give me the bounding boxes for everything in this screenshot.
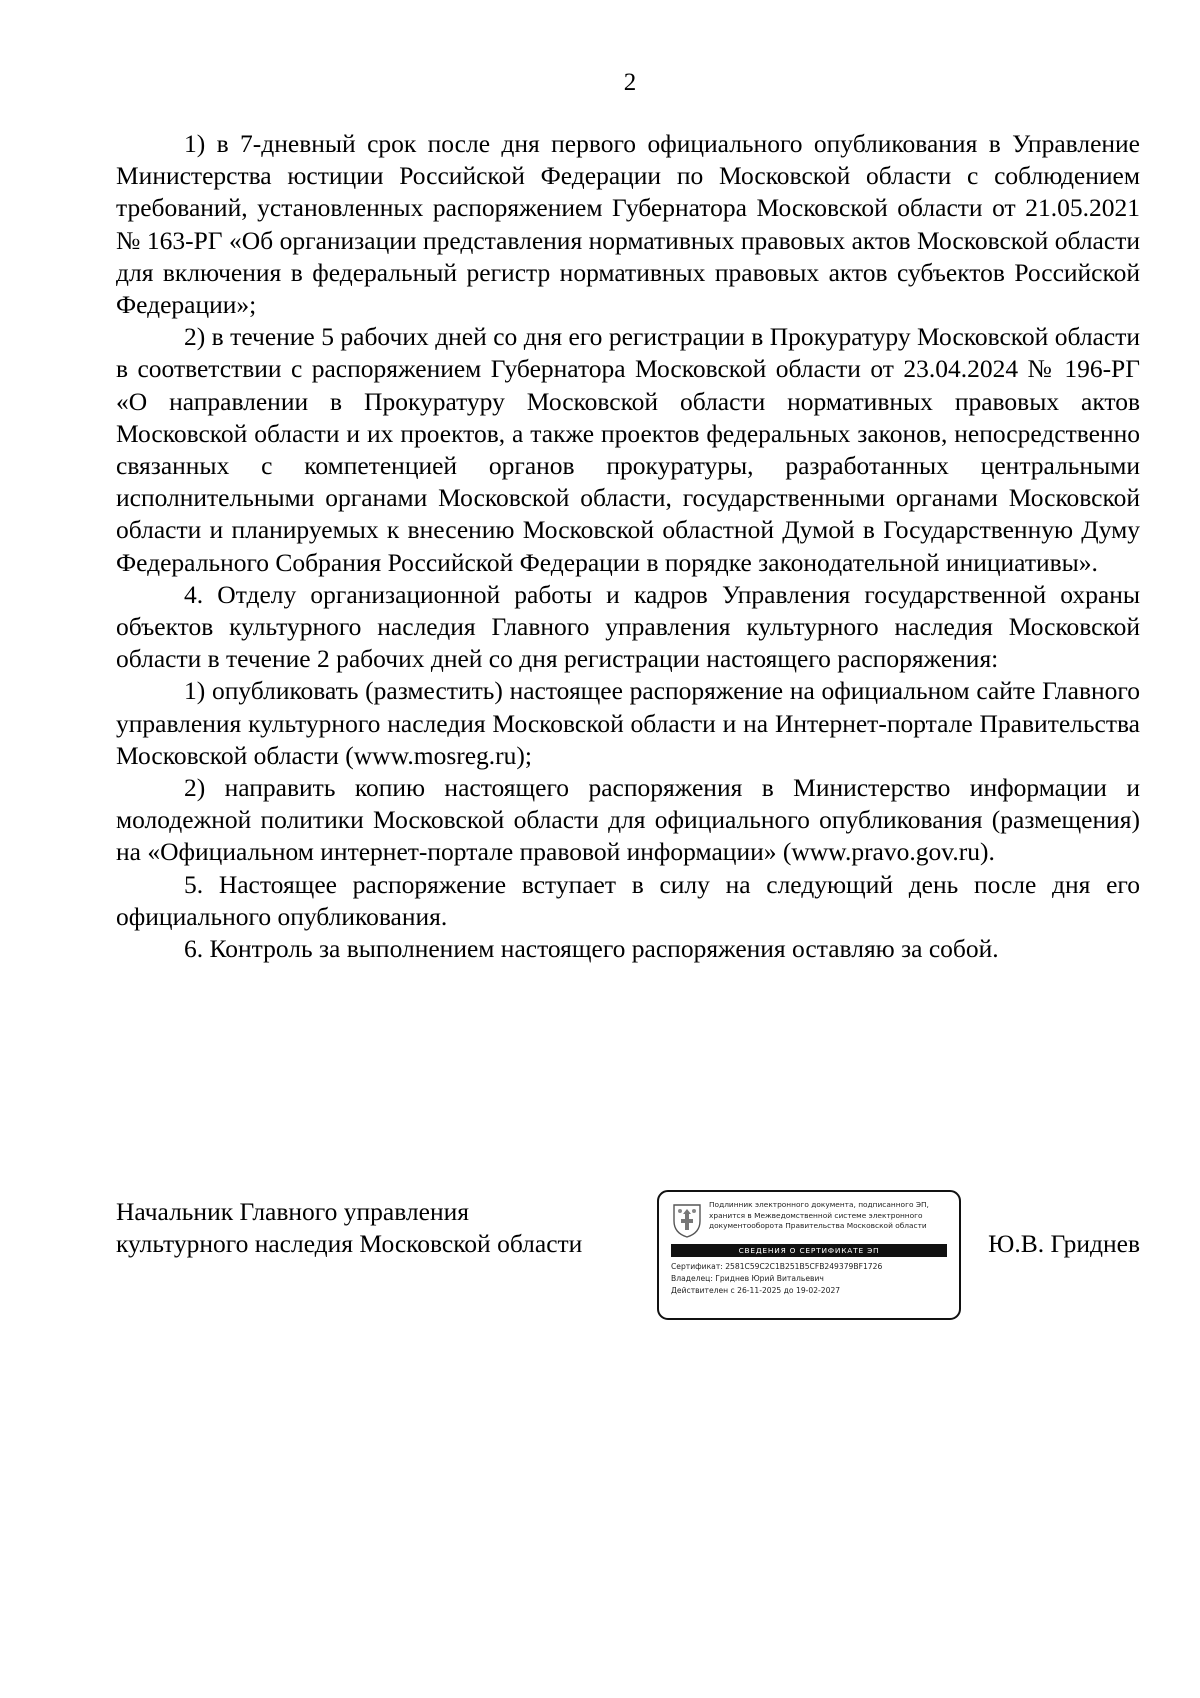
paragraph-item-1-registration-ministry-justice: 1) в 7-дневный срок после дня первого официального опубликования в Управление Министерства юстиции Российской Федерации по Московской области с соблюдением требований, установленных распоряжением Губернатора Московской области от 21.05.2021 № 163-РГ «Об организации представления нормативных правовых актов Московской области для включения в федеральный регистр нормативных правовых актов субъектов Российской Федерации»; <box>116 129 1140 320</box>
paragraph-4-1-publish-on-site: 1) опубликовать (разместить) настоящее распоряжение на официальном сайте Главного управления культурного наследия Московской области и на Интернет-портале Правительства Московской области (www.mosreg.ru); <box>116 676 1140 770</box>
stamp-owner: Владелец: Гриднев Юрий Витальевич <box>671 1274 824 1283</box>
coat-of-arms-icon <box>671 1201 703 1239</box>
signatory-title <box>116 1196 582 1260</box>
paragraph-4-2-send-copy: 2) направить копию настоящего распоряжения в Министерство информации и молодежной политики Московской области для официального опубликования (размещения) на «Официальном интернет-портале правовой информации» (www.pravo.gov.ru). <box>116 773 1140 867</box>
signatory-title-line1: Начальник Главного управления <box>116 1197 469 1226</box>
electronic-signature-stamp <box>657 1190 961 1320</box>
signature-block <box>116 1190 1140 1350</box>
stamp-notice-line1: Подлинник электронного документа, подписанного ЭП, <box>709 1200 929 1209</box>
stamp-validity: Действителен с 26-11-2025 до 19-02-2027 <box>671 1286 841 1295</box>
stamp-header: СВЕДЕНИЯ О СЕРТИФИКАТЕ ЭП <box>671 1244 947 1257</box>
signatory-name: Ю.В. Гриднев <box>988 1229 1140 1258</box>
paragraph-5-entry-into-force: 5. Настоящее распоряжение вступает в силу на следующий день после дня его официального опубликования. <box>116 869 1140 931</box>
paragraph-4-publication-department: 4. Отделу организационной работы и кадров Управления государственной охраны объектов культурного наследия Главного управления культурного наследия Московской области в течение 2 рабочих дней со дня регистрации настоящего распоряжения: <box>116 579 1140 674</box>
stamp-certificate-number: Сертификат: 2581C59C2C1B251B5CFB249379BF1726 <box>671 1262 883 1271</box>
stamp-notice <box>709 1200 959 1232</box>
page-number: 2 <box>623 69 637 96</box>
signatory-title-line2: культурного наследия Московской области <box>116 1229 583 1258</box>
paragraph-6-control: 6. Контроль за выполнением настоящего распоряжения оставляю за собой. <box>184 934 999 964</box>
stamp-notice-line3: документооборота Правительства Московской области <box>709 1221 927 1230</box>
document-body <box>116 128 1140 965</box>
paragraph-item-2-prosecutor-office: 2) в течение 5 рабочих дней со дня его регистрации в Прокуратуру Московской области в соответствии с распоряжением Губернатора Московской области от 23.04.2024 № 196-РГ «О направлении в Прокуратуру Московской области нормативных правовых актов Московской области и их проектов, а также проектов федеральных законов, непосредственно связанных с компетенцией органов прокуратуры, разработанных центральными исполнительными органами Московской области, государственными органами Московской области и планируемых к внесению Московской областной Думой в Государственную Думу Федерального Собрания Российской Федерации в порядке законодательной инициативы». <box>116 322 1140 577</box>
stamp-certificate-details <box>671 1261 951 1297</box>
stamp-notice-line2: хранится в Межведомственной системе электронного <box>709 1210 923 1220</box>
